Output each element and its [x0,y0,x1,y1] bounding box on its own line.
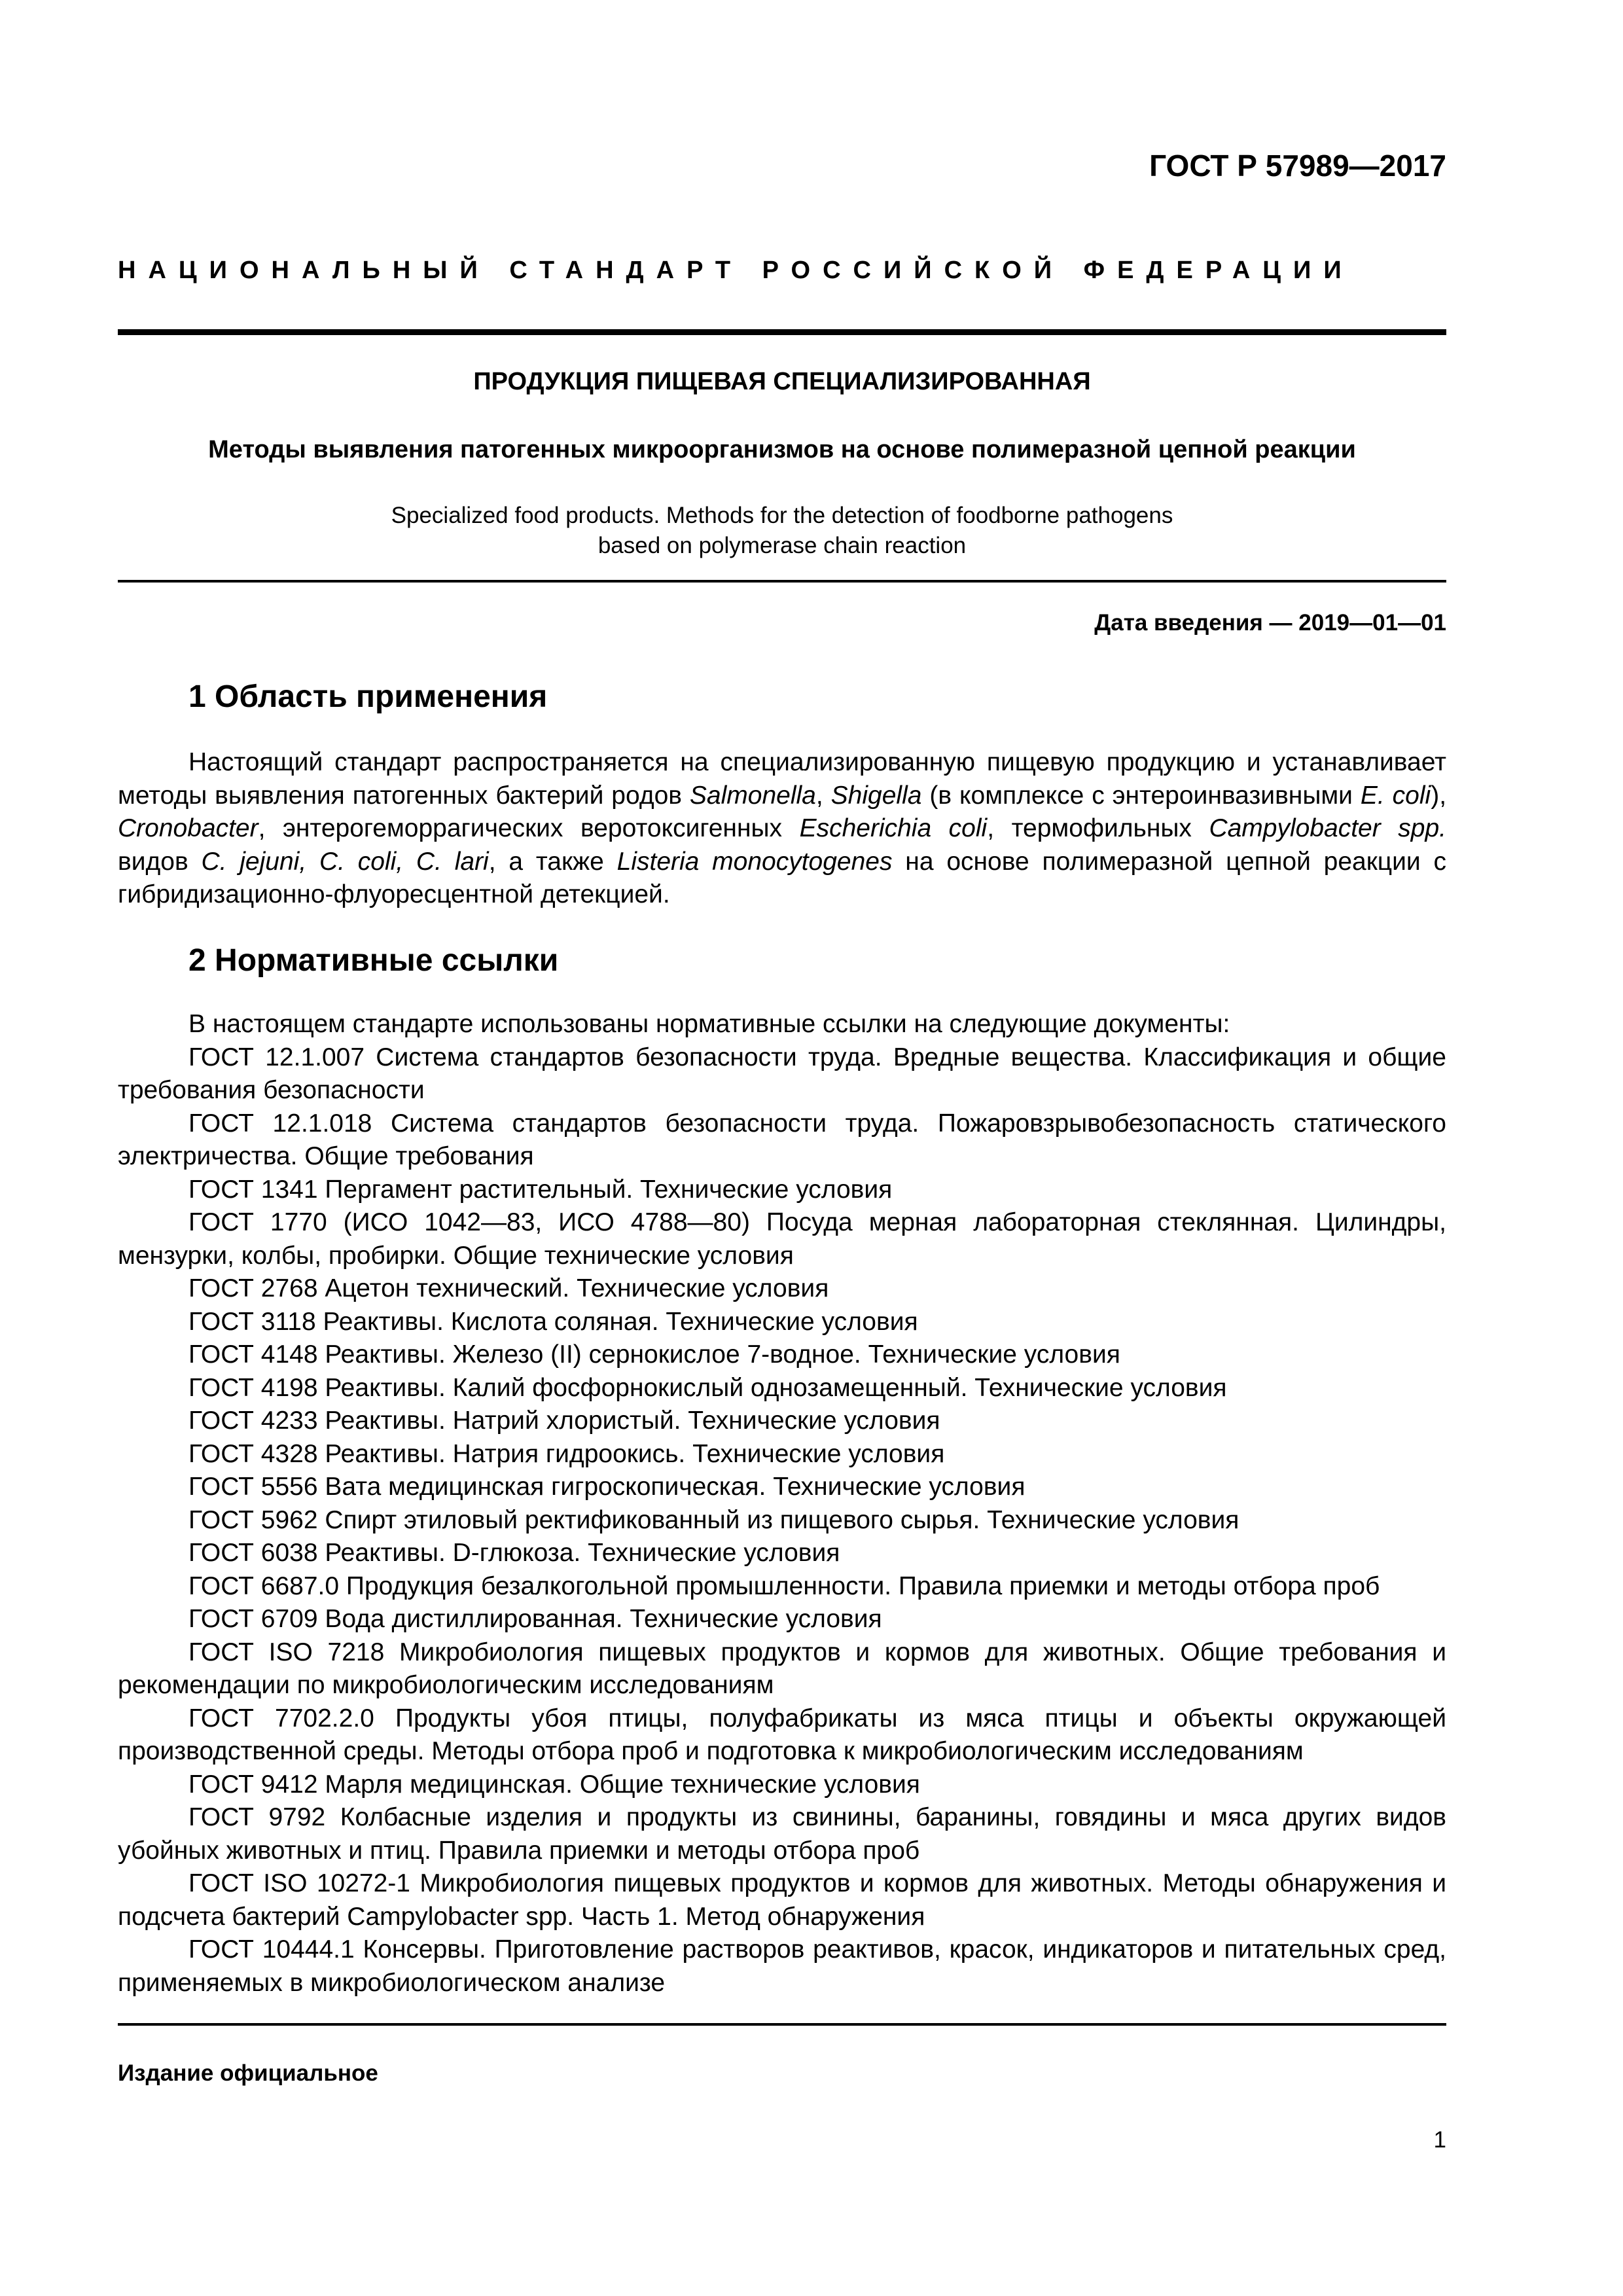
text-run: ), [1431,781,1447,810]
organism-name: C. jejuni, C. coli, C. lari [201,847,489,876]
document-number: ГОСТ Р 57989—2017 [1149,149,1446,183]
list-item: ГОСТ 4328 Реактивы. Натрия гидроокись. Технические условия [188,1439,945,1468]
document-subtitle: Методы выявления патогенных микроорганизмов на основе полимеразной цепной реакции [208,436,1356,463]
title-divider [118,580,1446,583]
organism-name: Shigella [830,781,922,810]
organism-name: Escherichia coli [799,814,988,842]
list-item: ГОСТ ISO 7218 Микробиология пищевых продуктов и кормов для животных. Общие требования и рекомендации по микробиологическим исследованиям [118,1638,1446,1699]
text-run: видов [118,847,202,876]
list-item: ГОСТ 4148 Реактивы. Железо (II) сернокислое 7-водное. Технические условия [188,1340,1120,1369]
introduction-date: Дата введения — 2019—01—01 [1094,610,1446,636]
header-divider [118,329,1446,335]
english-title-line: based on polymerase chain reaction [597,533,967,558]
list-item: ГОСТ 12.1.018 Система стандартов безопасности труда. Пожаровзрывобезопасность статического электричества. Общие требования [118,1109,1446,1170]
list-item: ГОСТ 5556 Вата медицинская гигроскопическая. Технические условия [188,1473,1026,1501]
text-run: , термофильных [987,814,1209,842]
text-run: на основе полимеразной цепной реакции с гибридизационно-флуоресцентной детекцией. [118,847,1446,908]
list-item: ГОСТ 6038 Реактивы. D-глюкоза. Технические условия [188,1539,840,1567]
organism-name: Salmonella [689,781,816,810]
document-title: ПРОДУКЦИЯ ПИЩЕВАЯ СПЕЦИАЛИЗИРОВАННАЯ [473,368,1091,395]
list-item: ГОСТ 6687.0 Продукция безалкогольной промышленности. Правила приемки и методы отбора проб [188,1571,1380,1600]
page-number: 1 [1433,2127,1446,2153]
text-run: , [815,781,831,810]
list-item: ГОСТ 12.1.007 Система стандартов безопасности труда. Вредные вещества. Классификация и общие требования безопасности [118,1043,1446,1104]
list-item: ГОСТ ISO 10272-1 Микробиология пищевых продуктов и кормов для животных. Методы обнаружения и подсчета бактерий Campylobacter spp. Часть 1. Метод обнаружения [118,1869,1446,1931]
organism-name: E. coli [1360,781,1431,810]
text-run: Настоящий стандарт распространяется на специализированную пищевую продукцию и устанавливает методы выявления патогенных бактерий родов [118,748,1446,810]
list-item: ГОСТ 6709 Вода дистиллированная. Технические условия [188,1605,882,1633]
organism-name: Listeria monocytogenes [616,847,893,876]
section-1-paragraph [118,746,1446,912]
text-run: , а также [488,847,617,876]
list-item: ГОСТ 10444.1 Консервы. Приготовление растворов реактивов, красок, индикаторов и питательных сред, применяемых в микробиологическом анализе [118,1935,1446,1997]
english-title-line: Specialized food products. Methods for the detection of foodborne pathogens [391,503,1173,528]
organism-name: Cronobacter [118,814,259,842]
list-item: ГОСТ 9792 Колбасные изделия и продукты из свинины, баранины, говядины и мяса других видов убойных животных и птиц. Правила приемки и методы отбора проб [118,1803,1446,1865]
section-1-heading: 1 Область применения [188,679,548,714]
list-item: ГОСТ 2768 Ацетон технический. Технические условия [188,1274,829,1302]
official-edition-label: Издание официальное [118,2060,378,2086]
list-item: ГОСТ 1770 (ИСО 1042—83, ИСО 4788—80) Посуда мерная лабораторная стеклянная. Цилиндры, мензурки, колбы, пробирки. Общие технические условия [118,1208,1446,1270]
list-item: ГОСТ 3118 Реактивы. Кислота соляная. Технические условия [188,1307,918,1336]
english-title [118,501,1446,561]
text-run: , энтерогеморрагических веротоксигенных [258,814,800,842]
list-item: ГОСТ 1341 Пергамент растительный. Технические условия [188,1175,893,1204]
list-item: ГОСТ 4233 Реактивы. Натрий хлористый. Технические условия [188,1407,940,1435]
list-item: ГОСТ 7702.2.0 Продукты убоя птицы, полуфабрикаты из мяса птицы и объекты окружающей производственной среды. Методы отбора проб и подготовка к микробиологическим исследованиям [118,1704,1446,1765]
list-item: ГОСТ 5962 Спирт этиловый ректификованный из пищевого сырья. Технические условия [188,1505,1240,1534]
footer-divider [118,2023,1446,2026]
national-standard-banner: НАЦИОНАЛЬНЫЙ СТАНДАРТ РОССИЙСКОЙ ФЕДЕРАЦИИ [118,257,1354,284]
text-run: (в комплексе с энтероинвазивными [921,781,1361,810]
normative-references-list [118,1008,1446,2000]
list-item: ГОСТ 4198 Реактивы. Калий фосфорнокислый однозамещенный. Технические условия [188,1373,1227,1402]
organism-name: Campylobacter spp. [1209,814,1446,842]
list-item: ГОСТ 9412 Марля медицинская. Общие технические условия [188,1770,920,1799]
section-2-heading: 2 Нормативные ссылки [188,943,559,978]
list-item: В настоящем стандарте использованы нормативные ссылки на следующие документы: [188,1010,1230,1038]
